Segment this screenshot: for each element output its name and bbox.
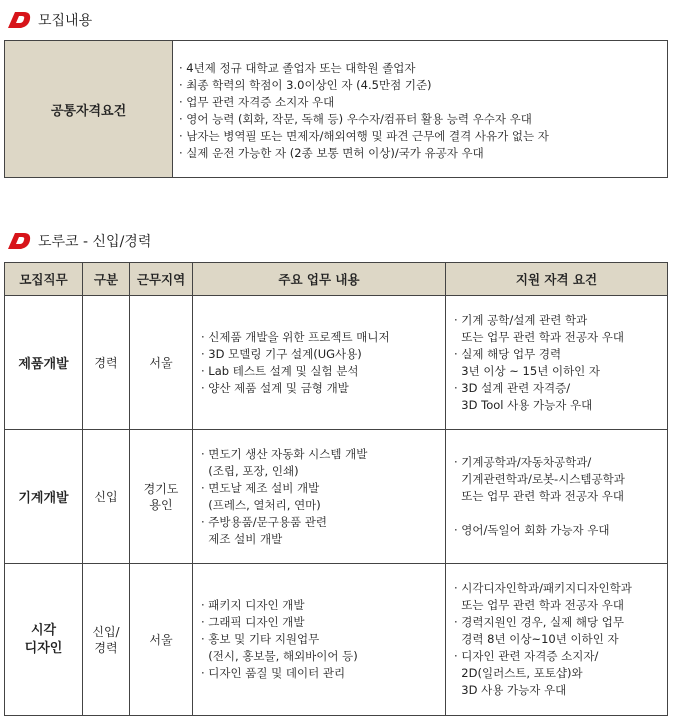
common-requirements-table (4, 40, 668, 178)
list-item: · 실제 운전 가능한 자 (2종 보통 면허 이상)/국가 유공자 우대 (179, 146, 484, 160)
section-title: 도루코 - 신입/경력 (38, 234, 152, 250)
list-item: (프레스, 열처리, 연마) (201, 497, 321, 512)
list-item: · 업무 관련 자격증 소지자 우대 (179, 95, 335, 109)
dorco-logo-icon (6, 10, 32, 30)
column-header: 주요 업무 내용 (193, 263, 446, 296)
dorco-logo-icon (6, 231, 32, 251)
list-item: · 시각디자인학과/패키지디자인학과 (454, 581, 632, 595)
section-header-recruitment (6, 9, 92, 31)
list-item: 또는 업무 관련 학과 전공자 우대 (454, 598, 625, 612)
table-row (5, 296, 668, 430)
list-item: · 기계 공학/설계 관련 학과 (454, 312, 588, 327)
list-item: 또는 업무 관련 학과 전공자 우대 (454, 329, 625, 344)
job-qualifications (446, 564, 668, 716)
job-location: 경기도 용인 (130, 430, 193, 564)
job-qualifications (446, 430, 668, 564)
list-item: · 디자인 관련 자격증 소지자/ (454, 649, 599, 663)
list-item: · 경력지원인 경우, 실제 해당 업무 (454, 615, 625, 629)
list-item: · Lab 테스트 설계 및 실험 분석 (201, 363, 359, 378)
list-item: · 영어/독일어 회화 가능자 우대 (454, 523, 610, 537)
list-item: · 3D 설계 관련 자격증/ (454, 380, 571, 395)
list-item: · 신제품 개발을 위한 프로젝트 매니저 (201, 329, 390, 344)
column-header: 모집직무 (5, 263, 83, 296)
column-header: 구분 (83, 263, 130, 296)
list-item: · 그래픽 디자인 개발 (201, 615, 305, 629)
column-header: 지원 자격 요건 (446, 263, 668, 296)
job-location: 서울 (130, 564, 193, 716)
list-item: · 면도기 생산 자동화 시스템 개발 (201, 446, 368, 461)
job-type: 신입/ 경력 (83, 564, 130, 716)
list-item: 2D(일러스트, 포토샵)와 (454, 666, 583, 680)
column-header: 근무지역 (130, 263, 193, 296)
section-title: 모집내용 (38, 13, 93, 29)
common-requirements-list (173, 41, 668, 178)
list-item: 기계관련학과/로봇-시스템공학과 (454, 472, 625, 486)
job-location: 서울 (130, 296, 193, 430)
list-item: · 최종 학력의 학점이 3.0이상인 자 (4.5만점 기준) (179, 78, 432, 92)
table-row (5, 430, 668, 564)
job-duties (193, 430, 446, 564)
list-item: 제조 설비 개발 (201, 531, 283, 546)
list-item: 3D Tool 사용 가능자 우대 (454, 397, 593, 412)
list-item: · 남자는 병역필 또는 면제자/해외여행 및 파견 근무에 결격 사유가 없는 자 (179, 129, 549, 143)
job-qualifications (446, 296, 668, 430)
list-item: · 실제 해당 업무 경력 (454, 346, 562, 361)
section-header-dorco (6, 230, 151, 252)
list-item: 3D 사용 가능자 우대 (454, 683, 567, 697)
list-item: · 면도날 제조 설비 개발 (201, 480, 320, 495)
job-title: 시각 디자인 (5, 564, 83, 716)
job-duties (193, 296, 446, 430)
table-header-row (5, 263, 668, 296)
list-item: · 영어 능력 (회화, 작문, 독해 등) 우수자/컴퓨터 활용 능력 우수자 우대 (179, 112, 532, 126)
job-duties (193, 564, 446, 716)
list-item: · 3D 모델링 기구 설계(UG사용) (201, 346, 362, 361)
job-title: 제품개발 (5, 296, 83, 430)
list-item: · 홍보 및 기타 지원업무 (201, 632, 320, 646)
list-item (454, 505, 666, 522)
list-item: · 주방용품/문구용품 관련 (201, 514, 327, 529)
list-item: · 패키지 디자인 개발 (201, 598, 305, 612)
job-type: 경력 (83, 296, 130, 430)
list-item: 3년 이상 ~ 15년 이하인 자 (454, 363, 601, 378)
list-item: · 기계공학과/자동차공학과/ (454, 455, 592, 469)
list-item: 또는 업무 관련 학과 전공자 우대 (454, 489, 625, 503)
job-title: 기계개발 (5, 430, 83, 564)
list-item: · 디자인 품질 및 데이터 관리 (201, 666, 346, 680)
list-item: · 양산 제품 설계 및 금형 개발 (201, 380, 349, 395)
list-item: 경력 8년 이상~10년 이하인 자 (454, 632, 619, 646)
list-item: (전시, 홍보물, 해외바이어 등) (201, 649, 358, 663)
job-type: 신입 (83, 430, 130, 564)
list-item: (조립, 포장, 인쇄) (201, 463, 299, 478)
table-row (5, 564, 668, 716)
positions-table (4, 262, 668, 716)
common-requirements-label: 공통자격요건 (5, 41, 173, 178)
list-item: · 4년제 정규 대학교 졸업자 또는 대학원 졸업자 (179, 61, 416, 75)
